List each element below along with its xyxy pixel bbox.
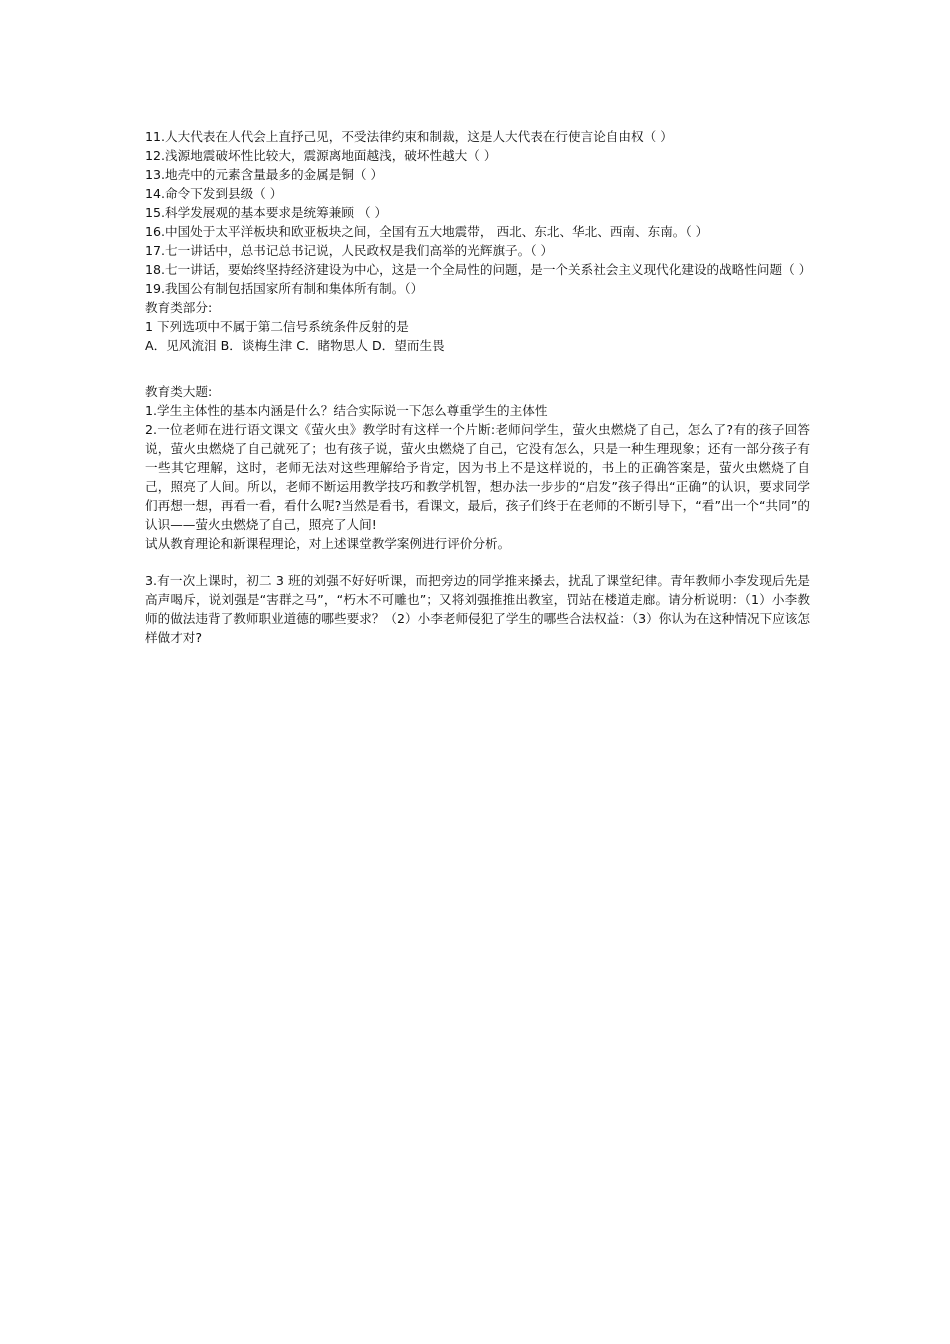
essay-question-2: 2.一位老师在进行语文课文《萤火虫》教学时有这样一个片断:老师问学生，萤火虫燃烧了自己，怎么了?有的孩子回答说，萤火虫燃烧了自己就死了；也有孩子说，萤火虫燃烧了自己，它没有怎么，只是一种生理现象；还有一部分孩子有一些其它理解，这时，老师无法对这些理解给予肯定，因为书上不是这样说的，书上的正确答案是，萤火虫燃烧了自己，照亮了人间。所以，老师不断运用教学技巧和教学机智，想办法一步步的“启发”孩子得出“正确”的认识，要求同学们再想一想，再看一看，看什么呢?当然是看书，看课文，最后，孩子们终于在老师的不断引导下，“看”出一个“共同”的认识——萤火虫燃烧了自己，照亮了人间!: [145, 422, 810, 532]
document-body: [145, 127, 810, 647]
essay-question-2-task: 试从教育理论和新课程理论，对上述课堂教学案例进行评价分析。: [145, 536, 511, 551]
question-19: 19.我国公有制包括国家所有制和集体所有制。（）: [145, 281, 424, 296]
question-18: 18.七一讲话，要始终坚持经济建设为中心，这是一个全局性的问题，是一个关系社会主义现代化建设的战略性问题（ ）: [145, 262, 812, 277]
spacer: [145, 553, 810, 571]
question-13: 13.地壳中的元素含量最多的金属是铜（ ）: [145, 167, 384, 182]
essay-question-1: 1.学生主体性的基本内涵是什么？结合实际说一下怎么尊重学生的主体性: [145, 403, 548, 418]
question-12: 12.浅源地震破坏性比较大，震源离地面越浅，破坏性越大（ ）: [145, 148, 497, 163]
choice-options: A．见风流泪 B．谈梅生津 C．睹物思人 D．望而生畏: [145, 338, 445, 353]
question-14: 14.命令下发到县级（ ）: [145, 186, 283, 201]
choice-question: 1 下列选项中不属于第二信号系统条件反射的是: [145, 319, 409, 334]
section-heading: 教育类部分:: [145, 300, 213, 315]
section-heading: 教育类大题:: [145, 384, 213, 399]
true-false-questions: [145, 127, 810, 298]
education-essay-section: [145, 382, 810, 647]
question-17: 17.七一讲话中，总书记总书记说，人民政权是我们高举的光辉旗子。（ ）: [145, 243, 554, 258]
education-section: [145, 298, 810, 355]
question-16: 16.中国处于太平洋板块和欧亚板块之间，全国有五大地震带， 西北、东北、华北、西南、东南。（ ）: [145, 224, 709, 239]
question-15: 15.科学发展观的基本要求是统筹兼顾 （ ）: [145, 205, 388, 220]
spacer: [145, 355, 810, 382]
question-11: 11.人大代表在人代会上直抒己见，不受法律约束和制裁，这是人大代表在行使言论自由权（ ）: [145, 129, 673, 144]
essay-question-3: 3.有一次上课时，初二 3 班的刘强不好好听课，而把旁边的同学推来搡去，扰乱了课堂纪律。青年教师小李发现后先是高声喝斥，说刘强是“害群之马”，“朽木不可雕也”；又将刘强推推出教室，罚站在楼道走廊。请分析说明：（1）小李教师的做法违背了教师职业道德的哪些要求？（2）小李老师侵犯了学生的哪些合法权益：（3）你认为在这种情况下应该怎样做才对?: [145, 573, 810, 645]
